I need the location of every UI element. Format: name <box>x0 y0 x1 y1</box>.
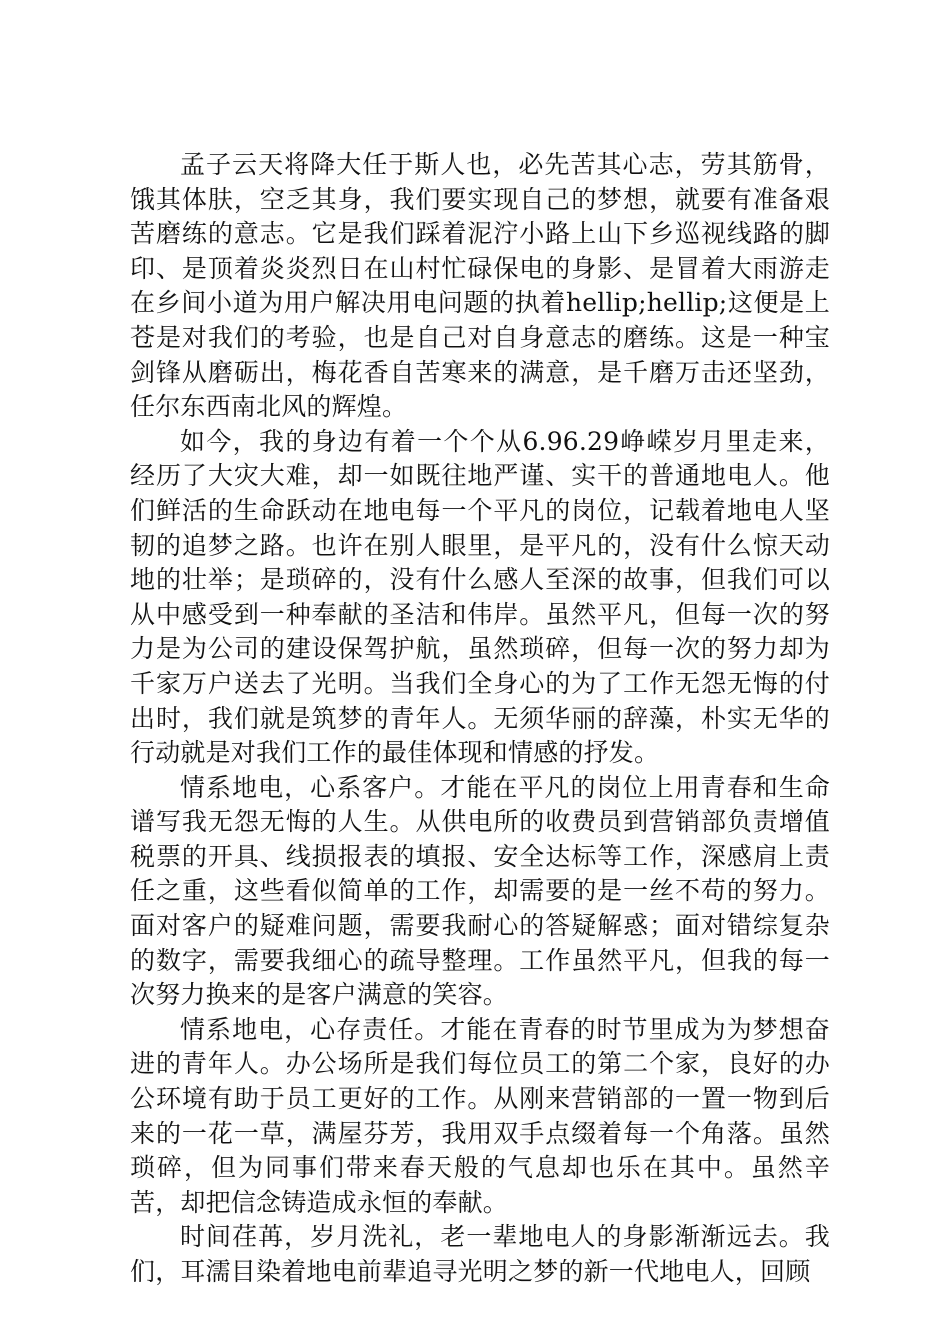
paragraph-2: 如今，我的身边有着一个个从6.96.29峥嵘岁月里走来，经历了大灾大难，却一如既往地严谨、实干的普通地电人。他们鲜活的生命跃动在地电每一个平凡的岗位，记载着地电人坚韧的追梦之路。也许在别人眼里，是平凡的，没有什么惊天动地的壮举；是琐碎的，没有什么感人至深的故事，但我们可以从中感受到一种奉献的圣洁和伟岸。虽然平凡，但每一次的努力是为公司的建设保驾护航，虽然琐碎，但每一次的努力却为千家万户送去了光明。当我们全身心的为了工作无怨无悔的付出时，我们就是筑梦的青年人。无须华丽的辞藻，朴实无华的行动就是对我们工作的最佳体现和情感的抒发。 <box>130 426 830 768</box>
paragraph-3: 情系地电，心系客户。才能在平凡的岗位上用青春和生命谱写我无怨无悔的人生。从供电所的收费员到营销部负责增值税票的开具、线损报表的填报、安全达标等工作，深感肩上责任之重，这些看似简单的工作，却需要的是一丝不苟的努力。面对客户的疑难问题，需要我耐心的答疑解惑；面对错综复杂的数字，需要我细心的疏导整理。工作虽然平凡，但我的每一次努力换来的是客户满意的笑容。 <box>130 772 830 1010</box>
paragraph-1: 孟子云天将降大任于斯人也，必先苦其心志，劳其筋骨，饿其体肤，空乏其身，我们要实现自己的梦想，就要有准备艰苦磨练的意志。它是我们踩着泥泞小路上山下乡巡视线路的脚印、是顶着炎炎烈日在山村忙碌保电的身影、是冒着大雨游走在乡间小道为用户解决用电问题的执着hellip;hellip;这便是上苍是对我们的考验，也是自己对自身意志的磨练。这是一种宝剑锋从磨砺出，梅花香自苦寒来的满意，是千磨万击还坚劲，任尔东西南北风的辉煌。 <box>130 150 830 422</box>
paragraph-4: 情系地电，心存责任。才能在青春的时节里成为为梦想奋进的青年人。办公场所是我们每位员工的第二个家，良好的办公环境有助于员工更好的工作。从刚来营销部的一置一物到后来的一花一草，满屋芬芳，我用双手点缀着每一个角落。虽然琐碎，但为同事们带来春天般的气息却也乐在其中。虽然辛苦，却把信念铸造成永恒的奉献。 <box>130 1014 830 1217</box>
body-text <box>130 148 830 1290</box>
paragraph-5: 时间荏苒，岁月洗礼，老一辈地电人的身影渐渐远去。我们，耳濡目染着地电前辈追寻光明之梦的新一代地电人，回顾 <box>130 1222 830 1286</box>
